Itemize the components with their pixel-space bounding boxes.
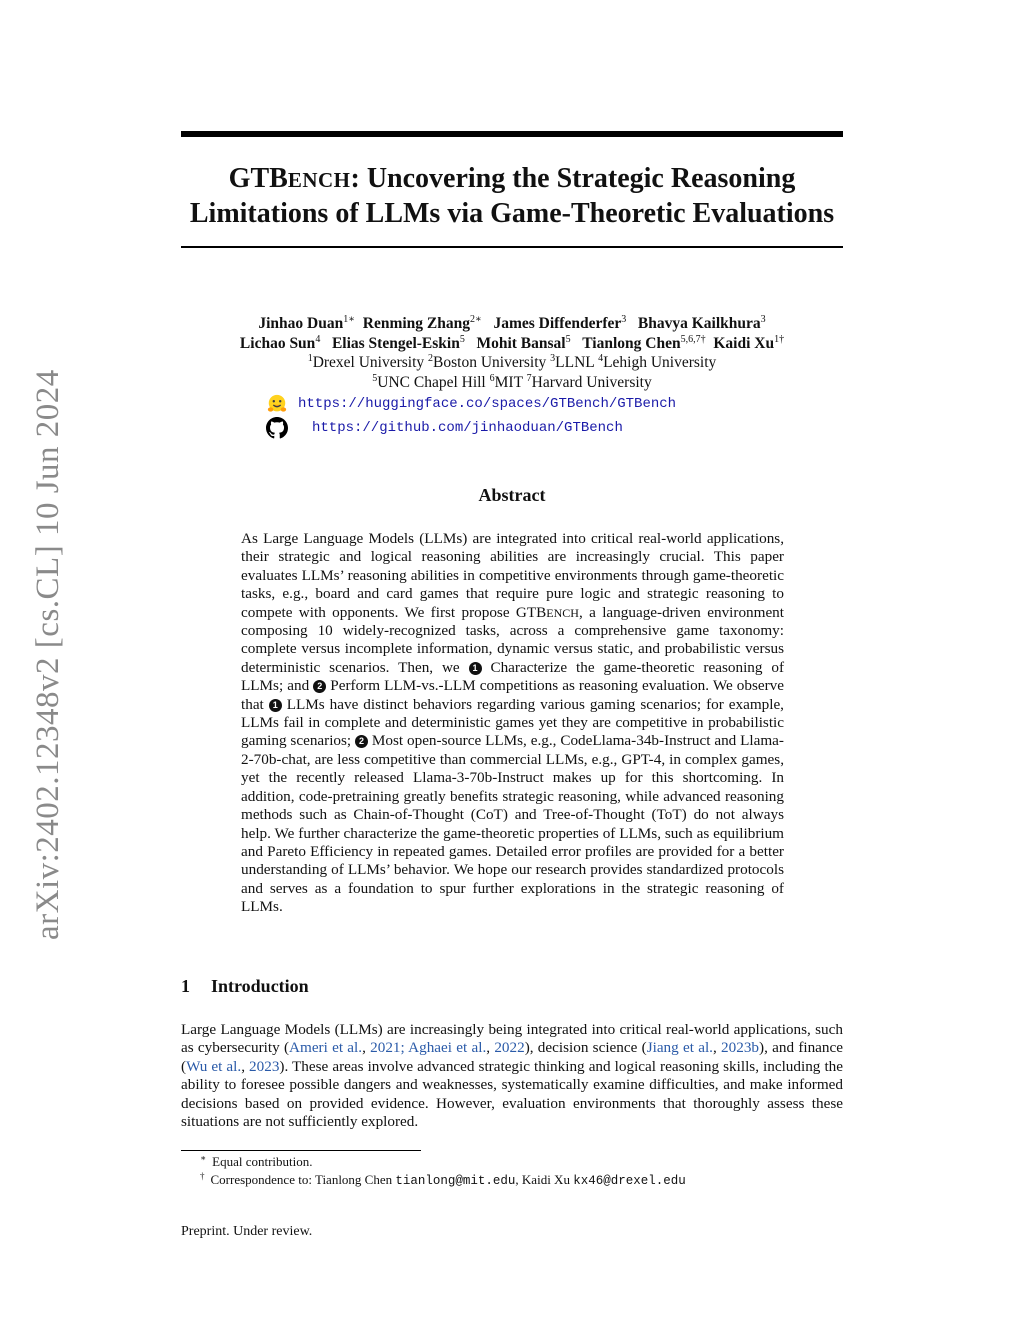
footnote-mark: ∗ — [200, 1153, 207, 1163]
author-name: Renming Zhang — [362, 315, 471, 332]
citation-link[interactable]: Jiang et al. — [646, 1039, 713, 1057]
author-sup: 4 — [315, 333, 321, 345]
section-heading — [181, 976, 309, 997]
body-text: , — [486, 1039, 495, 1057]
affiliation-line-2 — [150, 373, 874, 393]
affil-text: Lehigh University — [603, 354, 717, 371]
body-text: Large Language Models (LLMs) are increasingly being integrated into critical real-world applications, such as cybersecurity ( — [181, 1021, 843, 1057]
abstract-text: Most open-source LLMs, e.g., CodeLlama-34b-Instruct and Llama-2-70b-chat, are less competitive than commercial LLMs, e.g., GPT-4, in complex games, yet the recently released Llama-3-70b-Instruct makes up for this shortcoming. In addition, code-pretraining greatly benefits strategic reasoning, while advanced reasoning methods such as Chain-of-Thought (CoT) and Tree-of-Thought (ToT) do not always help. We further characterize the game-theoretic properties of LLMs, such as equilibrium and Pareto Efficiency in repeated games. Detailed error profiles are provided for a better understanding of LLMs’ behavior. We hope our research provides standardized protocols and serves as a foundation to spur further explorations in the strategic reasoning of LLMs. — [241, 732, 784, 916]
affil-text: LLNL — [555, 354, 599, 371]
abstract-text: Perform LLM-vs.-LLM competitions as reasoning evaluation. We observe that — [241, 677, 784, 713]
affil-text: Drexel University — [312, 354, 429, 371]
affil-text: Harvard University — [531, 373, 652, 391]
body-text: ). These areas involve advanced strategic thinking and logical reasoning skills, including the ability to foresee possible dangers and weaknesses, systematically examine difficulties, and make informed decisions based on provided evidence. However, evaluation environments that thoroughly assess these situations are not sufficiently explored. — [181, 1057, 843, 1131]
github-link-row — [266, 416, 623, 440]
author-sup: 5 — [459, 333, 465, 345]
abstract-text: LLMs have distinct behaviors regarding various gaming scenarios; for example, LLMs fail in complete and deterministic games yet they are competitive in probabilistic gaming scenarios; — [241, 695, 784, 750]
author-name: Jinhao Duan — [258, 315, 344, 332]
footnotes — [200, 1153, 686, 1190]
huggingface-icon — [266, 393, 288, 415]
author-name: Bhavya Kailkhura — [637, 315, 761, 332]
author-line-2 — [150, 334, 874, 354]
author-block — [150, 314, 874, 392]
abstract-body — [241, 530, 784, 917]
affil-sup: 7 — [526, 372, 532, 384]
github-url[interactable]: https://github.com/jinhaoduan/GTBench — [312, 420, 623, 436]
numbered-marker: 2 — [355, 735, 368, 748]
title-name-main: GTB — [228, 163, 288, 194]
affil-sup: 3 — [550, 353, 556, 364]
numbered-marker: 1 — [269, 699, 282, 712]
citation-link[interactable]: 2021; Aghaei et al. — [370, 1039, 487, 1057]
footnote-text: Correspondence to: Tianlong Chen — [210, 1172, 396, 1187]
numbered-marker: 2 — [313, 680, 326, 693]
footnote-equal-contribution — [200, 1153, 686, 1171]
footnote-rule — [181, 1150, 421, 1151]
numbered-marker: 1 — [469, 662, 482, 675]
body-text: ), decision science ( — [524, 1039, 647, 1057]
affil-sup: 2 — [428, 353, 434, 364]
benchmark-name: GTB — [515, 603, 547, 621]
section-title: Introduction — [211, 976, 309, 996]
author-sup: 1∗ — [343, 314, 356, 325]
body-text: ), and finance ( — [181, 1039, 844, 1075]
huggingface-url[interactable]: https://huggingface.co/spaces/GTBench/GTBench — [298, 396, 677, 412]
title-name-smallcaps: ENCH — [287, 168, 351, 192]
author-sup: 3 — [621, 314, 627, 325]
author-sup: 2∗ — [470, 314, 482, 325]
author-sup: 5,6,7† — [680, 333, 706, 345]
author-sup: 3 — [760, 314, 766, 325]
affil-sup: 5 — [372, 372, 378, 384]
citation-link[interactable]: Wu et al. — [186, 1057, 242, 1075]
email-link[interactable]: kx46@drexel.edu — [573, 1174, 686, 1188]
title-line2: Limitations of LLMs via Game-Theoretic Evaluations — [189, 198, 835, 229]
github-icon — [266, 417, 288, 439]
author-name: Tianlong Chen — [582, 334, 681, 352]
author-sup: 1† — [774, 333, 785, 345]
body-text: , — [362, 1039, 371, 1057]
benchmark-name-smallcaps: ENCH — [546, 605, 579, 620]
huggingface-link-row — [266, 392, 676, 416]
preprint-notice: Preprint. Under review. — [181, 1224, 313, 1239]
author-name: Mohit Bansal — [476, 334, 566, 352]
footnote-text: Equal contribution. — [212, 1154, 313, 1169]
citation-link[interactable]: Ameri et al. — [289, 1039, 363, 1057]
citation-link[interactable]: 2023 — [249, 1057, 280, 1075]
section-number: 1 — [181, 976, 190, 996]
citation-link[interactable]: 2022 — [494, 1039, 525, 1057]
citation-link[interactable]: 2023b — [721, 1039, 760, 1057]
abstract-heading: Abstract — [478, 485, 546, 505]
body-text: , — [241, 1057, 250, 1075]
affil-sup: 6 — [489, 372, 495, 384]
title-bottom-rule — [181, 246, 843, 248]
abstract-text: , a language-driven environment composing 10 widely-recognized tasks, across a comprehensive game taxonomy: complete versus incomplete information, dynamic versus static, and probabilistic versus deterministic scenarios. Then, we — [241, 603, 784, 676]
affil-sup: 4 — [598, 353, 604, 364]
author-name: James Diffenderfer — [493, 315, 622, 332]
arxiv-identifier: arXiv:2402.12348v2 [cs.CL] 10 Jun 2024 — [30, 369, 66, 940]
abstract-text: Characterize the game-theoretic reasoning of LLMs; and — [241, 658, 785, 695]
footnote-text: , Kaidi Xu — [515, 1172, 574, 1187]
author-name: Kaidi Xu — [713, 334, 775, 352]
email-link[interactable]: tianlong@mit.edu — [395, 1174, 516, 1188]
author-name: Elias Stengel-Eskin — [331, 334, 460, 352]
footnote-mark: † — [200, 1171, 205, 1181]
intro-paragraph — [181, 1021, 843, 1131]
title-line1-rest: : Uncovering the Strategic Reasoning — [350, 163, 796, 194]
title-top-rule — [181, 131, 843, 137]
author-name: Lichao Sun — [239, 334, 316, 352]
affil-sup: 1 — [307, 353, 313, 364]
affil-text: Boston University — [433, 354, 551, 371]
affil-text: MIT — [494, 373, 527, 391]
footnote-correspondence — [200, 1171, 686, 1190]
paper-title — [150, 162, 874, 231]
affil-text: UNC Chapel Hill — [377, 373, 490, 391]
author-line-1 — [150, 314, 874, 334]
abstract-text: As Large Language Models (LLMs) are integrated into critical real-world applications, their strategic and logical reasoning abilities are increasingly crucial. This paper evaluates LLMs’ reasoning abilities in competitive environments through game-theoretic tasks, e.g., board and card games that require pure logic and strategic reasoning to compete with opponents. We first propose — [241, 530, 784, 621]
body-text: , — [712, 1039, 722, 1057]
author-sup: 5 — [565, 333, 571, 345]
affiliation-line-1 — [150, 353, 874, 373]
